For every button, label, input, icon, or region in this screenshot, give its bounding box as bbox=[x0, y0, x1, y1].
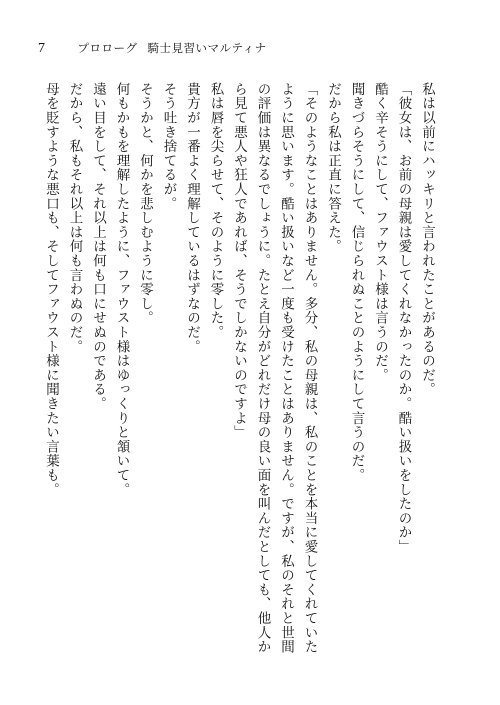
text-line: 遠い目をして、それ以上は何も口にせぬのである。 bbox=[90, 82, 106, 411]
book-title: 騎士見習いマルティナ bbox=[147, 41, 267, 55]
vertical-body-text bbox=[43, 82, 438, 654]
text-line: 「そのようなことはありません。多分、私の母親は、私のことを本当に愛してくれていた bbox=[301, 82, 318, 654]
text-line: 酷く辛そうにして、ファウスト様は言うのだ。 bbox=[372, 82, 388, 383]
text-line: 私は唇を尖らせて、そのように零した。 bbox=[207, 82, 224, 340]
text-line: そう吐き捨てるが。 bbox=[160, 82, 177, 211]
page-header bbox=[38, 40, 267, 57]
text-line: そうかと、何かを悲しむように零し。 bbox=[137, 82, 153, 326]
text-line: だから私は正直に答えた。 bbox=[325, 82, 341, 254]
text-line: 母を貶すような悪口も、そしてファウスト様に聞きたい言葉も。 bbox=[43, 82, 59, 497]
page-number: 7 bbox=[38, 41, 46, 56]
text-line: 貴方が一番よく理解しているはずなのだ。 bbox=[184, 82, 200, 354]
text-line: 聞きづらそうにして、信じられぬことのようにして言うのだ。 bbox=[348, 82, 365, 483]
text-line: ように思います。酷い扱いなど一度も受けたことはありません。ですが、私のそれと世間 bbox=[278, 82, 294, 654]
running-title bbox=[78, 40, 267, 56]
chapter-name: プロローグ bbox=[77, 41, 138, 55]
text-line: ら見て悪人や狂人であれば、そうでしかないのですよ」 bbox=[231, 82, 247, 440]
text-line: 何もかもを理解したように、ファウスト様はゆっくりと頷いて。 bbox=[113, 82, 130, 497]
text-line: 私は以前にハッキリと言われたことがあるのだ。 bbox=[419, 82, 435, 397]
text-line: だから、私もそれ以上は何も言わぬのだ。 bbox=[66, 82, 83, 354]
text-line: の評価は異なるでしょうに。たとえ自分がどれだけ母の良い面を叫んだとしても、他人か bbox=[254, 82, 271, 654]
text-line: 「彼女は、お前の母親は愛してくれなかったのか。酷い扱いをしたのか」 bbox=[395, 82, 412, 554]
